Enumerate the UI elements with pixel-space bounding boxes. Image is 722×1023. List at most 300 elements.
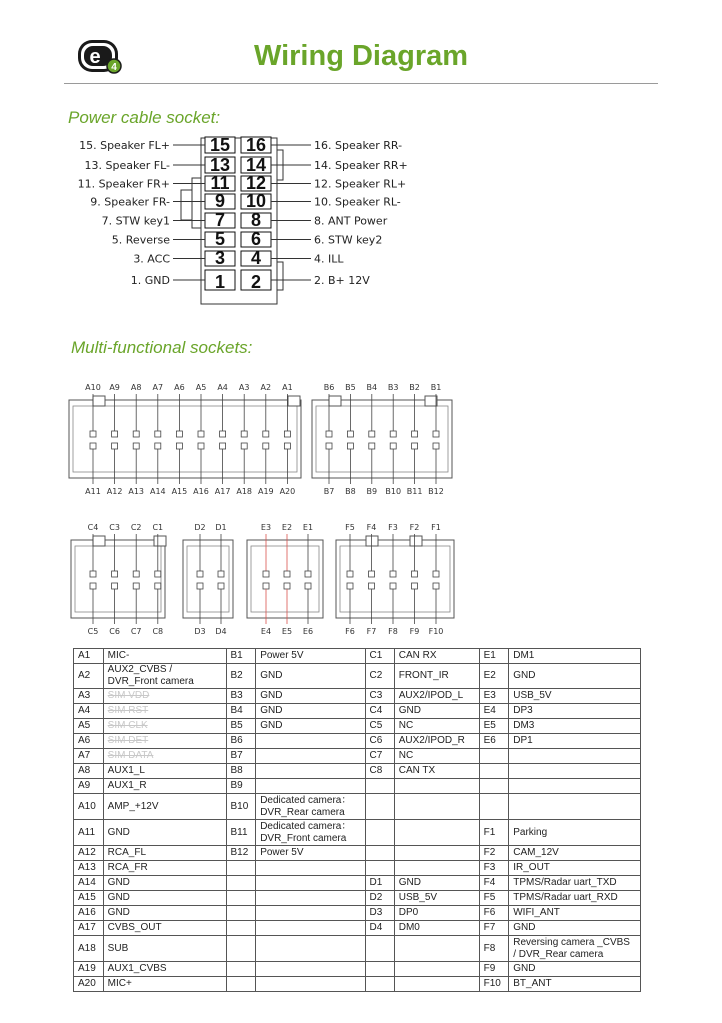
pin-code-cell: F5 xyxy=(479,891,509,906)
pin-code-cell xyxy=(479,764,509,779)
pin-function-cell: GND xyxy=(103,906,226,921)
power-pin-label-10: 10. Speaker RL- xyxy=(314,195,401,209)
power-pin-label-15: 15. Speaker FL+ xyxy=(79,139,170,152)
table-row xyxy=(74,820,641,846)
pin-function-cell: GND xyxy=(509,962,641,977)
pin-function-cell: SUB xyxy=(103,936,226,962)
power-pin-label-11: 11. Speaker FR+ xyxy=(77,177,170,191)
pin-a19 xyxy=(263,443,269,449)
pin-function-cell: Power 5V xyxy=(256,649,365,664)
pin-e1 xyxy=(305,571,311,577)
pin-function-cell: AUX2_CVBS / DVR_Front camera xyxy=(103,664,226,689)
pin-label-a12: A12 xyxy=(106,487,123,496)
power-pin-label-16: 16. Speaker RR- xyxy=(314,139,403,152)
pin-code-cell: C1 xyxy=(365,649,394,664)
table-row xyxy=(74,734,641,749)
pin-code-cell: A20 xyxy=(74,977,104,992)
pin-a5 xyxy=(198,431,204,437)
pin-function-cell xyxy=(394,846,479,861)
pin-a20 xyxy=(284,443,290,449)
pin-code-cell: F8 xyxy=(479,936,509,962)
pin-b3 xyxy=(390,431,396,437)
pin-code-cell xyxy=(479,749,509,764)
pin-label-c8: C8 xyxy=(152,627,164,636)
pin-code-cell: A17 xyxy=(74,921,104,936)
pin-function-cell: DP1 xyxy=(509,734,641,749)
power-pin-number-16: 16 xyxy=(245,135,267,155)
pin-code-cell xyxy=(365,794,394,820)
pin-b9 xyxy=(369,443,375,449)
pin-function-cell xyxy=(509,779,641,794)
pin-code-cell: C7 xyxy=(365,749,394,764)
pin-code-cell: F4 xyxy=(479,876,509,891)
pin-code-cell: B7 xyxy=(226,749,256,764)
table-row xyxy=(74,749,641,764)
pin-label-d4: D4 xyxy=(215,627,227,636)
pin-f8 xyxy=(390,583,396,589)
pin-code-cell: C6 xyxy=(365,734,394,749)
power-pin-label-14: 14. Speaker RR+ xyxy=(314,159,408,172)
pin-a16 xyxy=(198,443,204,449)
multi-functional-sockets-diagram-f xyxy=(330,508,460,648)
pin-function-cell: USB_5V xyxy=(509,689,641,704)
pin-function-cell: SIM DATA xyxy=(103,749,226,764)
pin-label-d1: D1 xyxy=(215,523,227,532)
logo-letter: e xyxy=(89,46,101,68)
power-pin-label-6: 6. STW key2 xyxy=(314,233,383,247)
pin-function-cell: GND xyxy=(256,719,365,734)
pin-label-a2: A2 xyxy=(260,383,272,392)
pin-e4 xyxy=(263,583,269,589)
pin-f3 xyxy=(390,571,396,577)
pin-a6 xyxy=(176,431,182,437)
pin-label-b9: B9 xyxy=(366,487,378,496)
pin-label-a14: A14 xyxy=(149,487,166,496)
pin-code-cell: F3 xyxy=(479,861,509,876)
pin-code-cell: B5 xyxy=(226,719,256,734)
pin-label-f3: F3 xyxy=(388,523,398,532)
pin-f7 xyxy=(369,583,375,589)
power-pin-label-3: 3. ACC xyxy=(133,252,170,266)
power-pin-number-9: 9 xyxy=(214,191,226,211)
table-row xyxy=(74,779,641,794)
pin-label-e5: E5 xyxy=(281,627,293,636)
pin-label-a16: A16 xyxy=(193,487,209,496)
pin-code-cell: A8 xyxy=(74,764,104,779)
pin-a15 xyxy=(176,443,182,449)
pin-label-a19: A19 xyxy=(257,487,274,496)
pin-label-a4: A4 xyxy=(217,383,228,392)
pin-label-f10: F10 xyxy=(428,627,444,636)
pin-function-cell: GND xyxy=(509,921,641,936)
pin-function-cell: GND xyxy=(394,876,479,891)
table-row xyxy=(74,704,641,719)
pin-label-a6: A6 xyxy=(174,383,185,392)
pin-label-c7: C7 xyxy=(130,627,142,636)
pin-function-cell: WIFI_ANT xyxy=(509,906,641,921)
pin-function-cell xyxy=(256,764,365,779)
pin-function-cell: TPMS/Radar uart_RXD xyxy=(509,891,641,906)
power-pin-number-3: 3 xyxy=(214,248,226,268)
pin-function-cell xyxy=(256,861,365,876)
pin-b12 xyxy=(433,443,439,449)
pin-function-cell: NC xyxy=(394,719,479,734)
pin-code-cell xyxy=(226,921,256,936)
pin-code-cell xyxy=(365,962,394,977)
pin-function-cell xyxy=(509,749,641,764)
pin-label-a10: A10 xyxy=(85,383,101,392)
pin-b5 xyxy=(347,431,353,437)
table-row xyxy=(74,846,641,861)
table-row xyxy=(74,891,641,906)
table-row xyxy=(74,921,641,936)
pin-label-c4: C4 xyxy=(87,523,99,532)
pin-code-cell: C5 xyxy=(365,719,394,734)
pin-function-cell: MIC+ xyxy=(103,977,226,992)
pin-a11 xyxy=(90,443,96,449)
pin-d4 xyxy=(218,583,224,589)
power-pin-number-13: 13 xyxy=(209,155,231,175)
pin-function-cell: RCA_FR xyxy=(103,861,226,876)
pin-function-cell: MIC- xyxy=(103,649,226,664)
pin-label-b3: B3 xyxy=(387,383,399,392)
pin-label-e4: E4 xyxy=(260,627,272,636)
pin-a3 xyxy=(241,431,247,437)
pin-a1 xyxy=(284,431,290,437)
pin-function-cell xyxy=(256,779,365,794)
pin-function-cell: FRONT_IR xyxy=(394,664,479,689)
pin-code-cell: D3 xyxy=(365,906,394,921)
pin-a9 xyxy=(112,431,118,437)
pin-code-cell xyxy=(365,779,394,794)
pin-code-cell xyxy=(365,820,394,846)
pin-code-cell: A16 xyxy=(74,906,104,921)
pin-d2 xyxy=(197,571,203,577)
pin-label-a8: A8 xyxy=(130,383,142,392)
power-pin-number-2: 2 xyxy=(250,272,262,292)
pin-function-cell: DM1 xyxy=(509,649,641,664)
pin-e2 xyxy=(284,571,290,577)
pin-code-cell: A19 xyxy=(74,962,104,977)
pin-code-cell: A4 xyxy=(74,704,104,719)
pin-code-cell: E1 xyxy=(479,649,509,664)
pin-function-cell: GND xyxy=(103,876,226,891)
table-row xyxy=(74,689,641,704)
pin-code-cell xyxy=(226,891,256,906)
power-pin-label-8: 8. ANT Power xyxy=(314,214,388,228)
pin-code-cell xyxy=(226,906,256,921)
pin-label-f6: F6 xyxy=(345,627,355,636)
pin-label-e3: E3 xyxy=(260,523,272,532)
power-section-heading: Power cable socket: xyxy=(68,108,221,127)
power-pin-number-7: 7 xyxy=(214,210,226,230)
pin-code-cell: A1 xyxy=(74,649,104,664)
pin-function-cell: SIM CLK xyxy=(103,719,226,734)
pin-a8 xyxy=(133,431,139,437)
pin-code-cell: E4 xyxy=(479,704,509,719)
pin-function-cell: BT_ANT xyxy=(509,977,641,992)
pin-code-cell xyxy=(479,779,509,794)
pin-b1 xyxy=(433,431,439,437)
table-row xyxy=(74,906,641,921)
pin-e5 xyxy=(284,583,290,589)
pin-function-cell: USB_5V xyxy=(394,891,479,906)
pin-label-a18: A18 xyxy=(236,487,253,496)
pin-code-cell: D2 xyxy=(365,891,394,906)
pin-d3 xyxy=(197,583,203,589)
pin-f10 xyxy=(433,583,439,589)
pin-function-cell: CAN RX xyxy=(394,649,479,664)
power-pin-number-1: 1 xyxy=(214,272,226,292)
pin-code-cell: B9 xyxy=(226,779,256,794)
pin-f9 xyxy=(412,583,418,589)
pin-code-cell: B4 xyxy=(226,704,256,719)
pin-function-cell: AUX1_R xyxy=(103,779,226,794)
pin-label-a11: A11 xyxy=(85,487,101,496)
pin-label-b12: B12 xyxy=(428,487,444,496)
pin-a12 xyxy=(112,443,118,449)
pin-function-cell xyxy=(256,962,365,977)
pin-function-cell: NC xyxy=(394,749,479,764)
pin-code-cell xyxy=(365,936,394,962)
pin-d1 xyxy=(218,571,224,577)
pin-function-cell xyxy=(256,876,365,891)
power-pin-label-9: 9. Speaker FR- xyxy=(90,195,170,209)
pin-function-cell: Dedicated camera： DVR_Rear camera xyxy=(256,794,365,820)
power-pin-number-15: 15 xyxy=(209,135,231,155)
pin-c2 xyxy=(133,571,139,577)
pin-function-cell: SIM DET xyxy=(103,734,226,749)
pin-code-cell: A2 xyxy=(74,664,104,689)
connector-a xyxy=(69,383,301,496)
connector-c xyxy=(71,523,166,636)
pin-function-cell: DM3 xyxy=(509,719,641,734)
pin-label-b6: B6 xyxy=(323,383,335,392)
pin-a2 xyxy=(263,431,269,437)
pin-code-cell: B10 xyxy=(226,794,256,820)
pin-code-cell xyxy=(365,861,394,876)
pin-label-a13: A13 xyxy=(128,487,145,496)
pin-code-cell: A3 xyxy=(74,689,104,704)
pin-label-c3: C3 xyxy=(109,523,120,532)
pin-code-cell: F10 xyxy=(479,977,509,992)
pin-code-cell: C4 xyxy=(365,704,394,719)
power-pin-number-12: 12 xyxy=(245,173,267,193)
connector-f xyxy=(336,523,454,636)
pin-code-cell: A13 xyxy=(74,861,104,876)
pin-label-e2: E2 xyxy=(281,523,293,532)
pin-a10 xyxy=(90,431,96,437)
connector-e xyxy=(247,523,323,636)
pin-code-cell: E2 xyxy=(479,664,509,689)
pin-code-cell: B2 xyxy=(226,664,256,689)
pin-function-cell: Power 5V xyxy=(256,846,365,861)
pin-a18 xyxy=(241,443,247,449)
pin-label-c5: C5 xyxy=(87,627,99,636)
pin-function-cell xyxy=(256,936,365,962)
pin-function-cell: Dedicated camera： DVR_Front camera xyxy=(256,820,365,846)
pin-function-cell: Reversing camera _CVBS / DVR_Rear camera xyxy=(509,936,641,962)
pin-function-cell xyxy=(509,794,641,820)
table-row xyxy=(74,876,641,891)
pin-code-cell: A5 xyxy=(74,719,104,734)
power-pin-number-6: 6 xyxy=(250,229,262,249)
pin-code-cell: D4 xyxy=(365,921,394,936)
table-row xyxy=(74,977,641,992)
pin-function-cell xyxy=(394,977,479,992)
power-pin-number-8: 8 xyxy=(250,210,262,230)
pin-code-cell: F7 xyxy=(479,921,509,936)
pin-function-cell xyxy=(256,891,365,906)
pin-e3 xyxy=(263,571,269,577)
pin-label-a5: A5 xyxy=(195,383,207,392)
pin-label-c2: C2 xyxy=(130,523,142,532)
pin-code-cell xyxy=(226,977,256,992)
pin-code-cell: A15 xyxy=(74,891,104,906)
pin-function-cell: DP0 xyxy=(394,906,479,921)
pin-label-e6: E6 xyxy=(302,627,314,636)
pin-function-cell xyxy=(394,820,479,846)
pin-function-cell: SIM RST xyxy=(103,704,226,719)
pin-f1 xyxy=(433,571,439,577)
pin-function-cell xyxy=(256,977,365,992)
power-pin-label-2: 2. B+ 12V xyxy=(314,274,370,287)
pin-code-cell: B1 xyxy=(226,649,256,664)
pin-function-cell: CVBS_OUT xyxy=(103,921,226,936)
power-pin-label-1: 1. GND xyxy=(130,274,170,287)
pin-code-cell: A10 xyxy=(74,794,104,820)
pin-code-cell: B11 xyxy=(226,820,256,846)
power-pin-label-12: 12. Speaker RL+ xyxy=(314,177,407,191)
logo-superscript: 4 xyxy=(111,62,117,73)
pin-code-cell: E3 xyxy=(479,689,509,704)
pin-f2 xyxy=(412,571,418,577)
pin-code-cell xyxy=(226,936,256,962)
table-row xyxy=(74,664,641,689)
pin-label-f1: F1 xyxy=(431,523,441,532)
pin-label-a1: A1 xyxy=(282,383,293,392)
pin-e6 xyxy=(305,583,311,589)
pin-function-cell: GND xyxy=(394,704,479,719)
pin-label-a20: A20 xyxy=(279,487,296,496)
pin-label-a17: A17 xyxy=(214,487,231,496)
pin-b7 xyxy=(326,443,332,449)
pin-code-cell: B3 xyxy=(226,689,256,704)
connector-d xyxy=(183,523,233,636)
power-pin-label-13: 13. Speaker FL- xyxy=(84,159,170,172)
pin-code-cell: C3 xyxy=(365,689,394,704)
pin-function-cell: AUX1_L xyxy=(103,764,226,779)
pin-b2 xyxy=(412,431,418,437)
pin-function-cell: GND xyxy=(509,664,641,689)
pin-code-cell: A12 xyxy=(74,846,104,861)
pin-function-cell: AUX2/IPOD_L xyxy=(394,689,479,704)
pin-code-cell: E6 xyxy=(479,734,509,749)
table-row xyxy=(74,764,641,779)
pin-label-a15: A15 xyxy=(171,487,188,496)
pin-function-cell: GND xyxy=(256,704,365,719)
power-pin-label-7: 7. STW key1 xyxy=(101,214,170,228)
pin-function-cell: CAM_12V xyxy=(509,846,641,861)
pin-code-cell: A18 xyxy=(74,936,104,962)
pin-code-cell: F6 xyxy=(479,906,509,921)
pin-b4 xyxy=(369,431,375,437)
pin-code-cell xyxy=(226,962,256,977)
pin-function-cell: IR_OUT xyxy=(509,861,641,876)
pin-function-cell xyxy=(394,936,479,962)
table-row xyxy=(74,794,641,820)
pin-code-cell: A14 xyxy=(74,876,104,891)
pin-function-cell: AMP_+12V xyxy=(103,794,226,820)
pin-function-cell xyxy=(394,794,479,820)
pin-f6 xyxy=(347,583,353,589)
power-pin-number-14: 14 xyxy=(245,155,267,175)
pin-label-a9: A9 xyxy=(109,383,120,392)
pin-function-cell: Parking xyxy=(509,820,641,846)
pin-code-cell: B12 xyxy=(226,846,256,861)
pin-code-cell: A6 xyxy=(74,734,104,749)
pin-a7 xyxy=(155,431,161,437)
pin-code-cell: F1 xyxy=(479,820,509,846)
pin-function-cell xyxy=(256,921,365,936)
pin-code-cell: B6 xyxy=(226,734,256,749)
pin-code-cell: F2 xyxy=(479,846,509,861)
pin-function-cell xyxy=(394,962,479,977)
page-title: Wiring Diagram xyxy=(253,40,469,72)
pin-b10 xyxy=(390,443,396,449)
pin-code-cell xyxy=(226,876,256,891)
pin-code-cell: A9 xyxy=(74,779,104,794)
pin-code-cell: A11 xyxy=(74,820,104,846)
pin-function-cell: GND xyxy=(256,689,365,704)
pin-c8 xyxy=(155,583,161,589)
pin-code-cell: D1 xyxy=(365,876,394,891)
power-pin-number-11: 11 xyxy=(210,173,230,193)
pin-function-cell xyxy=(256,906,365,921)
pin-function-cell: DP3 xyxy=(509,704,641,719)
pin-function-cell: CAN TX xyxy=(394,764,479,779)
pin-assignment-table xyxy=(73,648,641,992)
pin-label-b8: B8 xyxy=(345,487,356,496)
pin-label-f9: F9 xyxy=(409,627,420,636)
pin-code-cell: C8 xyxy=(365,764,394,779)
pin-label-f8: F8 xyxy=(388,627,398,636)
pin-label-b11: B11 xyxy=(406,487,423,496)
pin-c5 xyxy=(90,583,96,589)
pin-label-a3: A3 xyxy=(238,383,250,392)
table-row xyxy=(74,962,641,977)
table-row xyxy=(74,936,641,962)
table-row xyxy=(74,861,641,876)
pin-label-f2: F2 xyxy=(409,523,420,532)
pin-label-f7: F7 xyxy=(366,627,377,636)
pin-f4 xyxy=(369,571,375,577)
pin-code-cell: A7 xyxy=(74,749,104,764)
pin-c3 xyxy=(112,571,118,577)
pin-c1 xyxy=(155,571,161,577)
pin-function-cell: RCA_FL xyxy=(103,846,226,861)
pin-code-cell xyxy=(365,977,394,992)
pin-label-b5: B5 xyxy=(345,383,356,392)
power-pin-label-4: 4. ILL xyxy=(314,252,344,266)
table-row xyxy=(74,719,641,734)
pin-c6 xyxy=(112,583,118,589)
pin-function-cell: AUX1_CVBS xyxy=(103,962,226,977)
pin-code-cell xyxy=(479,794,509,820)
power-pin-number-10: 10 xyxy=(245,191,267,211)
pin-label-c6: C6 xyxy=(109,627,120,636)
pin-label-b10: B10 xyxy=(385,487,402,496)
